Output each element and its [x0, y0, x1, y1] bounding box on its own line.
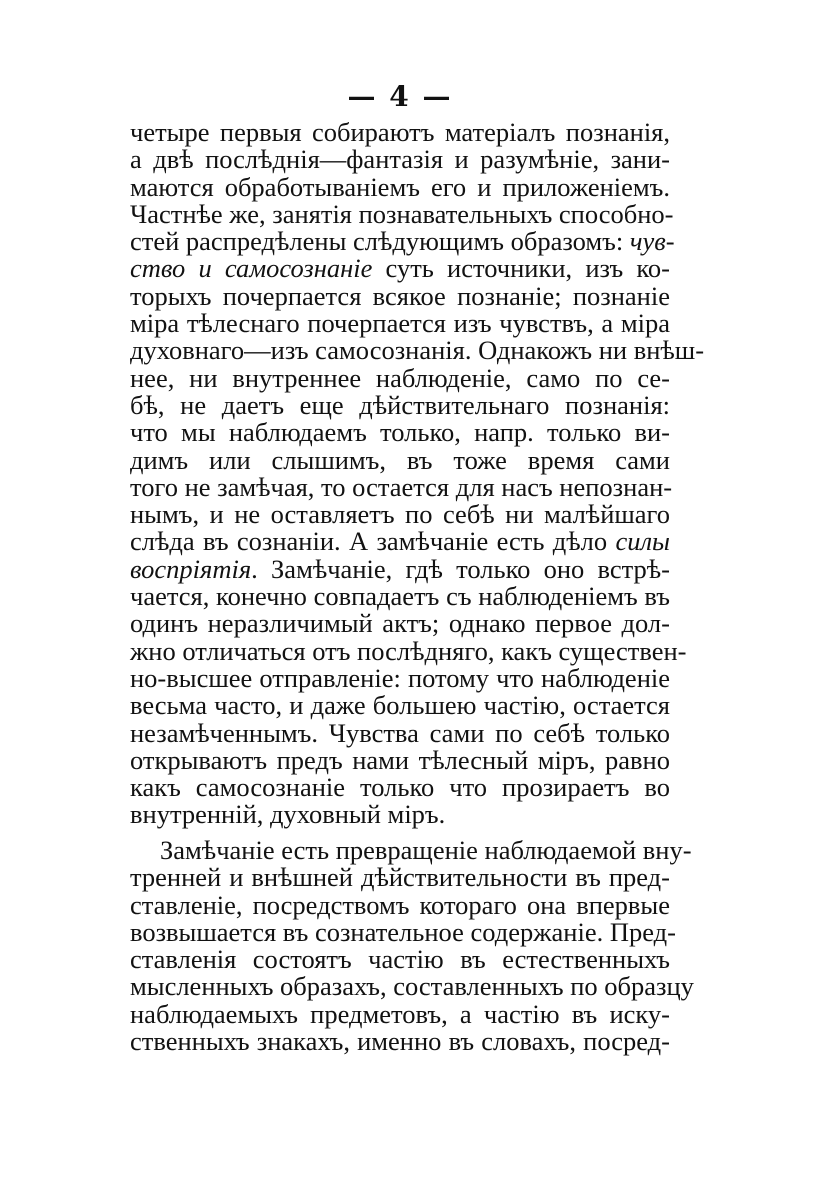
text-line: что мы наблюдаемъ только, напр. только ви-: [130, 417, 670, 448]
text-line: а двѣ послѣднія—фантазія и разумѣніе, зани-: [130, 144, 670, 175]
text-line: ставленіе, посредствомъ котораго она впервые: [130, 889, 670, 920]
text-line: незамѣченнымъ. Чувства сами по себѣ только: [130, 717, 670, 748]
italic-term: воспріятія: [130, 553, 252, 584]
text-line: весьма часто, и даже большею частію, остается: [130, 690, 670, 721]
text-line: димъ или слышимъ, въ тоже время сами: [130, 444, 670, 475]
text-line: нее, ни внутреннее наблюденіе, само по се-: [130, 362, 670, 393]
text-line: жно отличаться отъ послѣдняго, какъ существен-: [130, 635, 687, 666]
text-line: бѣ, не даетъ еще дѣйствительнаго познанія:: [130, 389, 670, 420]
text-line: стей распредѣлены слѣдующимъ образомъ: чув-: [130, 226, 675, 257]
text-line: ство и самосознаніе суть источники, изъ ко-: [130, 253, 670, 284]
italic-term: силы: [615, 526, 670, 557]
text-line: четыре первыя собираютъ матеріалъ познанія,: [130, 117, 670, 147]
text-line: того не замѣчая, то остается для насъ непознан-: [130, 471, 673, 502]
paragraph-1: [130, 117, 705, 830]
text-line: ственныхъ знакахъ, именно въ словахъ, посред-: [130, 1026, 670, 1057]
text-line: Частнѣе же, занятія познавательныхъ способно-: [130, 198, 674, 229]
text-line: міра тѣлеснаго почерпается изъ чувствъ, а міра: [130, 308, 670, 339]
text-line: какъ самосознаніе только что прозираетъ во: [130, 772, 670, 803]
text-line: мысленныхъ образахъ, составленныхъ по образцу: [130, 971, 694, 1002]
text-line: воспріятія. Замѣчаніе, гдѣ только оно встрѣ-: [130, 553, 670, 584]
text-line: торыхъ почерпается всякое познаніе; познаніе: [130, 280, 670, 311]
text-line: маются обработываніемъ его и приложеніемъ.: [130, 171, 670, 202]
text-line: духовнаго—изъ самосознанія. Однакожъ ни внѣш-: [130, 335, 705, 366]
text-line: тренней и внѣшней дѣйствительности въ пред-: [130, 862, 670, 893]
text-line: внутренній, духовный міръ.: [130, 799, 446, 830]
italic-term: чув-: [629, 226, 675, 257]
text-line: слѣда въ сознаніи. А замѣчаніе есть дѣло силы: [130, 526, 670, 557]
text-line: но-высшее отправленіе: потому что наблюденіе: [130, 662, 670, 693]
text-line: ставленія состоятъ частію въ естественныхъ: [130, 944, 670, 975]
italic-term: ство и самосознаніе: [130, 253, 373, 284]
text-line: одинъ неразличимый актъ; однако первое дол-: [130, 608, 670, 639]
paragraph-2: [130, 835, 694, 1057]
page-number: — 4 —: [347, 80, 453, 113]
text-line: открываютъ предъ нами тѣлесный міръ, равно: [130, 744, 670, 775]
text-line: возвышается въ сознательное содержаніе. Пред-: [130, 916, 676, 947]
text-line: чается, конечно совпадаетъ съ наблюденіемъ въ: [130, 581, 670, 612]
text-line: нымъ, и не оставляетъ по себѣ ни малѣйшаго: [130, 499, 670, 530]
text-line: наблюдаемыхъ предметовъ, а частію въ иску-: [130, 998, 670, 1029]
text-line: Замѣчаніе есть превращеніе наблюдаемой вну-: [160, 835, 692, 865]
